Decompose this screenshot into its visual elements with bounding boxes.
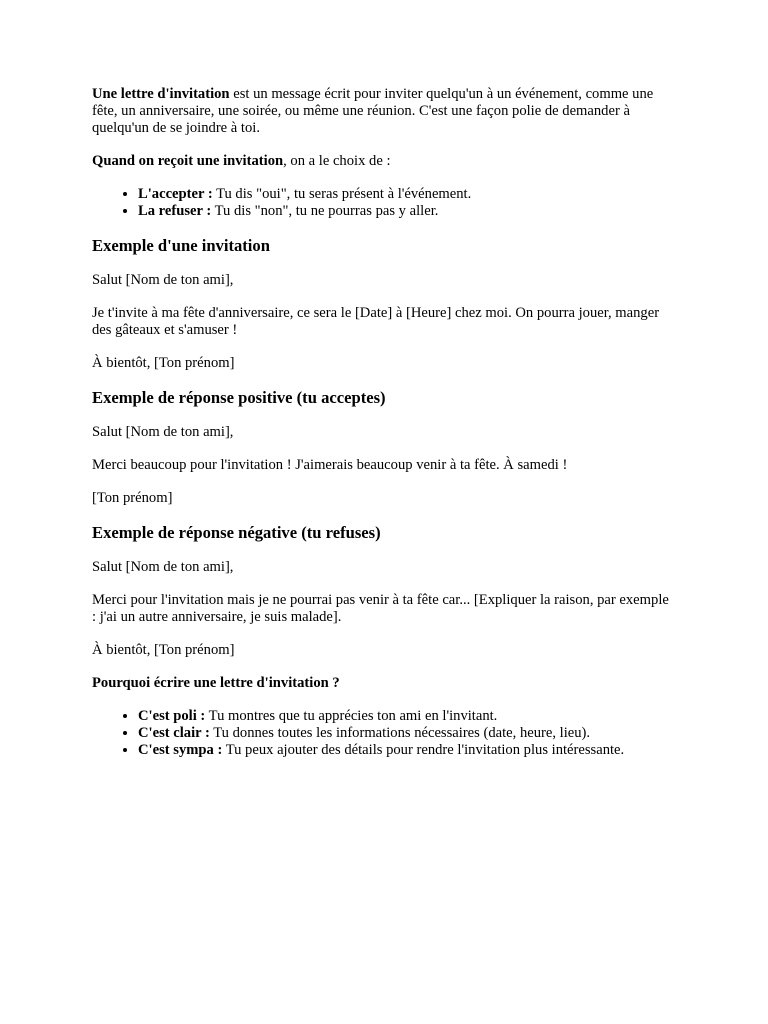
section-heading-invitation: Exemple d'une invitation [92, 236, 270, 255]
positive-body: Merci beaucoup pour l'invitation ! J'aimerais beaucoup venir à ta fête. À samedi ! [92, 457, 568, 473]
why-list [92, 708, 672, 759]
invitation-closing: À bientôt, [Ton prénom] [92, 355, 235, 371]
list-item [138, 203, 672, 220]
list-item-text: Tu dis "non", tu ne pourras pas y aller. [211, 203, 439, 219]
invitation-greeting: Salut [Nom de ton ami], [92, 272, 234, 288]
choice-bold: Quand on reçoit une invitation [92, 153, 284, 169]
choice-paragraph [92, 153, 672, 170]
negative-closing: À bientôt, [Ton prénom] [92, 642, 235, 658]
list-item-bold: La refuser : [138, 203, 212, 219]
list-item [138, 742, 672, 759]
list-item-text: Tu peux ajouter des détails pour rendre l'invitation plus intéressante. [222, 742, 625, 758]
intro-bold: Une lettre d'invitation [92, 86, 230, 102]
invitation-body: Je t'invite à ma fête d'anniversaire, ce sera le [Date] à [Heure] chez moi. On pourra jouer, manger des gâteaux et s'amuser ! [92, 305, 660, 338]
list-item-text: Tu montres que tu apprécies ton ami en l'invitant. [205, 708, 498, 724]
negative-body: Merci pour l'invitation mais je ne pourrai pas venir à ta fête car... [Expliquer la raison, par exemple : j'ai un autre anniversaire, je suis malade]. [92, 592, 669, 625]
list-item [138, 186, 672, 203]
list-item-bold: C'est sympa : [138, 742, 223, 758]
choice-text: , on a le choix de : [283, 153, 391, 169]
choice-list [92, 186, 672, 220]
negative-greeting: Salut [Nom de ton ami], [92, 559, 234, 575]
section-heading-why: Pourquoi écrire une lettre d'invitation ? [92, 675, 340, 691]
list-item-bold: C'est poli : [138, 708, 206, 724]
positive-greeting: Salut [Nom de ton ami], [92, 424, 234, 440]
section-heading-negative: Exemple de réponse négative (tu refuses) [92, 523, 381, 542]
list-item-bold: L'accepter : [138, 186, 213, 202]
list-item-bold: C'est clair : [138, 725, 210, 741]
list-item [138, 708, 672, 725]
document-page [92, 86, 672, 775]
section-heading-positive: Exemple de réponse positive (tu acceptes) [92, 388, 386, 407]
list-item-text: Tu dis "oui", tu seras présent à l'événement. [212, 186, 472, 202]
list-item [138, 725, 672, 742]
intro-paragraph [92, 86, 672, 137]
positive-closing: [Ton prénom] [92, 490, 173, 506]
list-item-text: Tu donnes toutes les informations nécessaires (date, heure, lieu). [209, 725, 591, 741]
intro-text: est un message écrit pour inviter quelqu'un à un événement, comme une fête, un anniversaire, une soirée, ou même une réunion. C'est une façon polie de demander à quelqu'un de se joindre à toi. [92, 86, 654, 136]
